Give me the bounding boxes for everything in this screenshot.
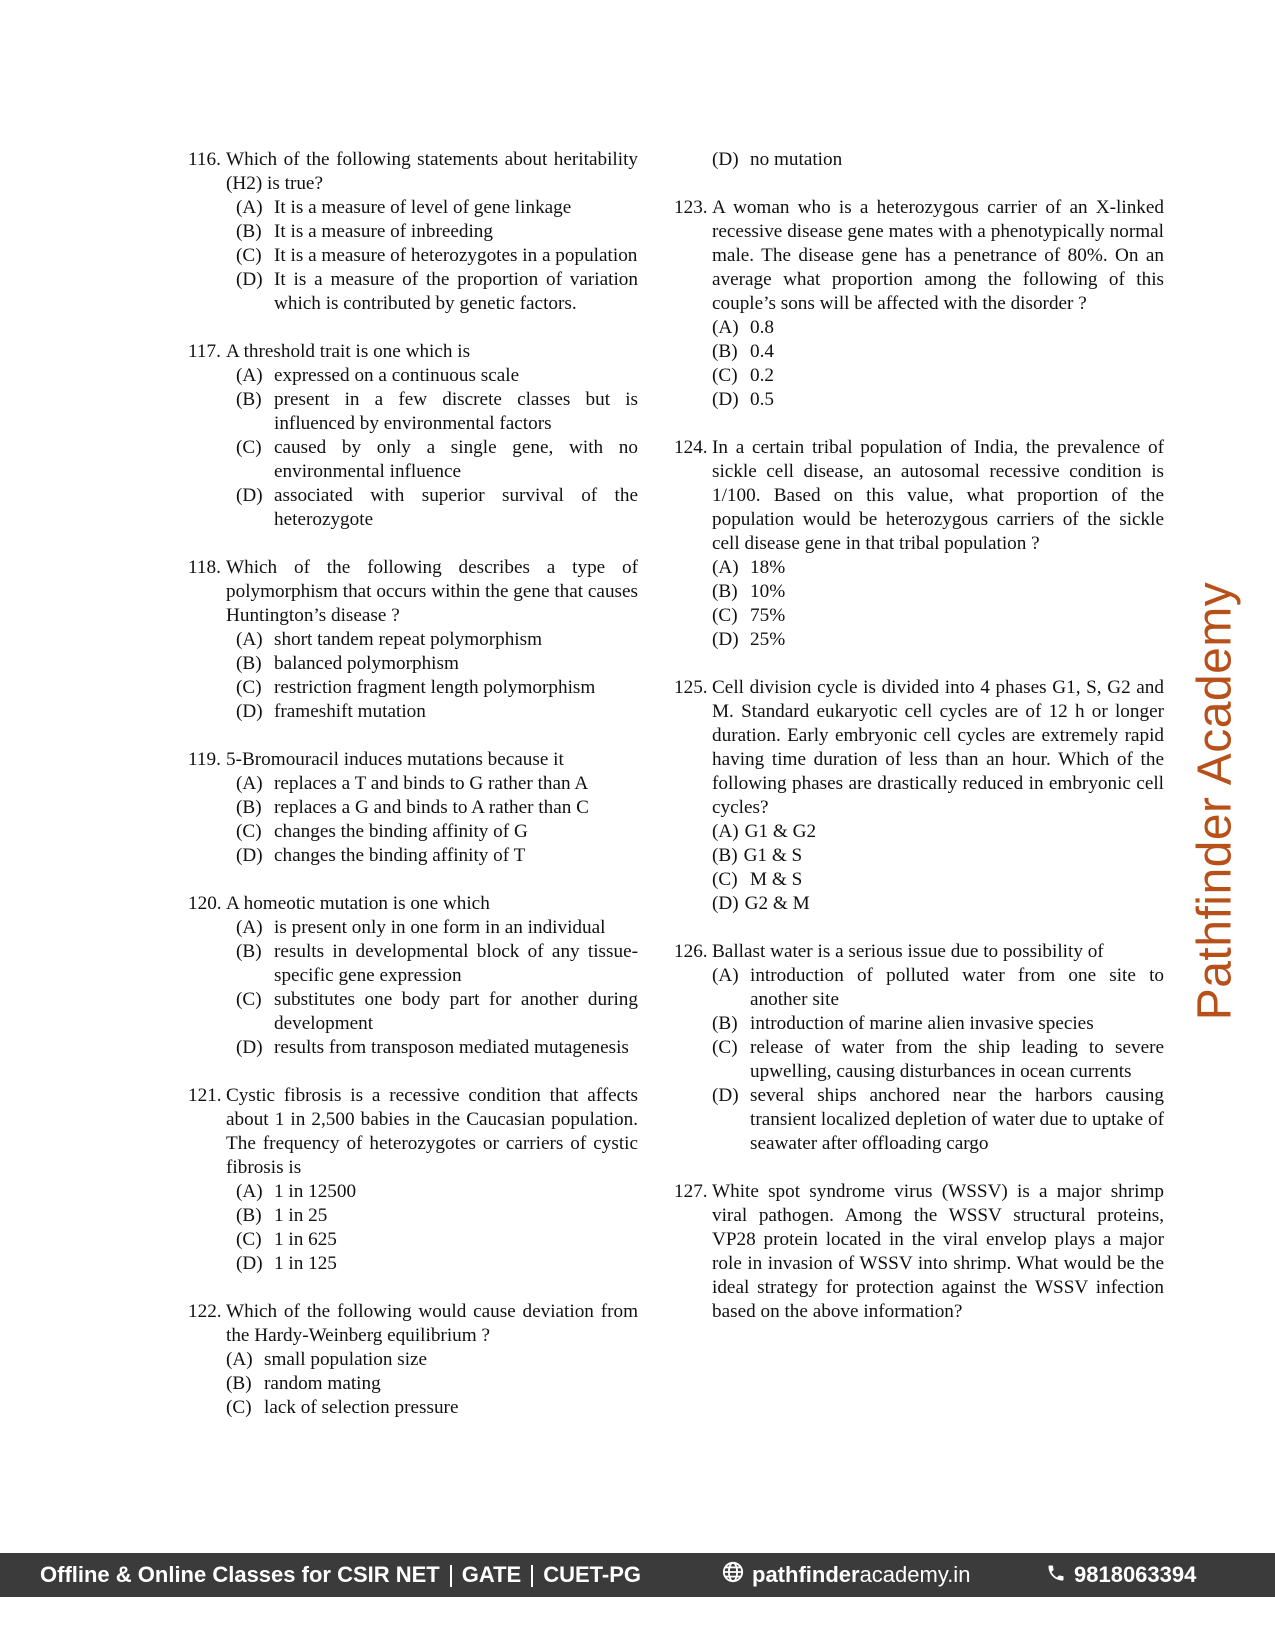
option-d: (D) 25% — [712, 629, 786, 650]
question-117 — [188, 340, 638, 532]
option-b: (B) G1 & S — [712, 845, 803, 866]
option-c: (C) lack of selection pressure — [226, 1397, 459, 1418]
continued-option-d: (D) no mutation — [712, 149, 843, 170]
question-118 — [188, 556, 638, 724]
question-121 — [188, 1084, 638, 1276]
option-a: (A) short tandem repeat polymorphism — [236, 629, 543, 650]
option-d: (D) 1 in 125 — [236, 1253, 337, 1274]
watermark-text: Pathfinder Academy — [1188, 581, 1242, 1021]
question-text: Which of the following would cause deviation from the Hardy-Weinberg equilibrium ? — [226, 1301, 638, 1346]
globe-icon — [722, 1554, 744, 1598]
question-120 — [188, 892, 638, 1060]
option-a: (A) expressed on a continuous scale — [236, 365, 520, 386]
question-text: Ballast water is a serious issue due to possibility of — [712, 941, 1104, 962]
option-b: (B) results in developmental block of any tissue-specific gene expression — [236, 941, 638, 986]
option-a: (A) small population size — [226, 1349, 428, 1370]
question-126 — [674, 940, 1164, 1156]
question-text: 5-Bromouracil induces mutations because it — [226, 749, 564, 770]
option-list — [674, 316, 1164, 412]
question-number: 125. — [674, 677, 708, 698]
question-text: A threshold trait is one which is — [226, 341, 471, 362]
option-d: (D) results from transposon mediated mutagenesis — [236, 1037, 629, 1058]
footer-bar — [0, 1553, 1275, 1597]
phone-icon — [1046, 1554, 1066, 1598]
question-number: 116. — [188, 149, 221, 170]
question-number: 120. — [188, 893, 222, 914]
left-column — [188, 148, 638, 1420]
option-list — [674, 964, 1164, 1156]
option-c: (C) 75% — [712, 605, 786, 626]
option-list — [188, 364, 638, 532]
option-d: (D) associated with superior survival of the heterozygote — [236, 485, 638, 530]
footer-classes: Offline & Online Classes for CSIR NET GATE CUET-PG — [40, 1562, 642, 1587]
question-124 — [674, 436, 1164, 652]
option-c: (C) restriction fragment length polymorphism — [236, 677, 596, 698]
question-number: 117. — [188, 341, 221, 362]
option-d: (D) It is a measure of the proportion of variation which is contributed by genetic factors. — [236, 269, 638, 314]
option-b: (B) replaces a G and binds to A rather than C — [236, 797, 589, 818]
question-number: 127. — [674, 1181, 708, 1202]
option-b: (B) 10% — [712, 581, 786, 602]
question-116 — [188, 148, 638, 316]
question-number: 124. — [674, 437, 708, 458]
question-number: 123. — [674, 197, 708, 218]
question-text: Which of the following describes a type of polymorphism that occurs within the gene that causes Huntington’s disease ? — [226, 557, 638, 626]
option-list — [674, 556, 1164, 652]
option-a: (A) It is a measure of level of gene linkage — [236, 197, 572, 218]
question-text: A homeotic mutation is one which — [226, 893, 490, 914]
option-c: (C) release of water from the ship leading to severe upwelling, causing disturbances in ocean currents — [712, 1037, 1164, 1082]
question-number: 126. — [674, 941, 708, 962]
question-number: 118. — [188, 557, 221, 578]
option-c: (C) caused by only a single gene, with no environmental influence — [236, 437, 638, 482]
option-list — [188, 1348, 638, 1420]
separator — [450, 1565, 452, 1587]
question-123 — [674, 196, 1164, 412]
separator — [531, 1565, 533, 1587]
option-d: (D) frameshift mutation — [236, 701, 426, 722]
question-text: A woman who is a heterozygous carrier of an X-linked recessive disease gene mates with a phenotypically normal male. The disease gene has a penetrance of 80%. On an average what proportion among the following of this couple’s sons will be affected with the disorder ? — [712, 197, 1164, 314]
footer-website[interactable]: pathfinderacademy.in — [722, 1553, 970, 1597]
option-a: (A) introduction of polluted water from one site to another site — [712, 965, 1164, 1010]
option-a: (A) 18% — [712, 557, 786, 578]
option-b: (B) It is a measure of inbreeding — [236, 221, 493, 242]
option-list — [188, 628, 638, 724]
question-number: 121. — [188, 1085, 222, 1106]
option-d: (D) several ships anchored near the harbors causing transient localized depletion of water due to uptake of seawater after offloading cargo — [712, 1085, 1164, 1154]
option-c: (C) It is a measure of heterozygotes in a population — [236, 245, 638, 266]
question-text: Cell division cycle is divided into 4 phases G1, S, G2 and M. Standard eukaryotic cell cycles are of 12 h or longer duration. Early embryonic cell cycles are extremely rapid having time duration of less than an hour. Which of the following phases are drastically reduced in embryonic cell cycles? — [712, 677, 1164, 818]
option-c: (C) 1 in 625 — [236, 1229, 337, 1250]
option-c: (C) 0.2 — [712, 365, 774, 386]
question-125 — [674, 676, 1164, 916]
watermark — [1185, 581, 1245, 1021]
question-122 — [188, 1300, 638, 1420]
right-column — [674, 148, 1164, 1324]
question-127 — [674, 1180, 1164, 1324]
option-c: (C) M & S — [712, 869, 803, 890]
option-b: (B) 0.4 — [712, 341, 774, 362]
footer-phone[interactable]: 9818063394 — [1046, 1553, 1196, 1597]
option-b: (B) random mating — [226, 1373, 381, 1394]
option-list — [674, 820, 1164, 916]
question-text: White spot syndrome virus (WSSV) is a major shrimp viral pathogen. Among the WSSV structural proteins, VP28 protein located in the viral envelop plays a major role in invasion of WSSV into shrimp. What would be the ideal strategy for protection against the WSSV infection based on the above information? — [712, 1181, 1164, 1322]
question-number: 122. — [188, 1301, 222, 1322]
question-text: In a certain tribal population of India, the prevalence of sickle cell disease, an autosomal recessive condition is 1/100. Based on this value, what proportion of the population would be heterozygous carriers of the sickle cell disease gene in that tribal population ? — [712, 437, 1164, 554]
option-a: (A) G1 & G2 — [712, 821, 817, 842]
option-b: (B) present in a few discrete classes but is influenced by environmental factors — [236, 389, 638, 434]
option-b: (B) balanced polymorphism — [236, 653, 459, 674]
option-list — [188, 772, 638, 868]
option-b: (B) introduction of marine alien invasive species — [712, 1013, 1094, 1034]
option-d: (D) changes the binding affinity of T — [236, 845, 526, 866]
option-a: (A) 0.8 — [712, 317, 774, 338]
option-a: (A) is present only in one form in an individual — [236, 917, 606, 938]
question-text: Cystic fibrosis is a recessive condition that affects about 1 in 2,500 babies in the Caucasian population. The frequency of heterozygotes or carriers of cystic fibrosis is — [226, 1085, 638, 1178]
option-a: (A) 1 in 12500 — [236, 1181, 357, 1202]
option-list — [188, 1180, 638, 1276]
question-number: 119. — [188, 749, 221, 770]
option-b: (B) 1 in 25 — [236, 1205, 328, 1226]
option-d: (D) G2 & M — [712, 893, 810, 914]
option-c: (C) substitutes one body part for another during development — [236, 989, 638, 1034]
option-list — [188, 916, 638, 1060]
question-text: Which of the following statements about heritability (H2) is true? — [226, 149, 638, 194]
option-d: (D) 0.5 — [712, 389, 774, 410]
option-a: (A) replaces a T and binds to G rather than A — [236, 773, 589, 794]
question-119 — [188, 748, 638, 868]
option-list — [188, 196, 638, 316]
option-c: (C) changes the binding affinity of G — [236, 821, 528, 842]
